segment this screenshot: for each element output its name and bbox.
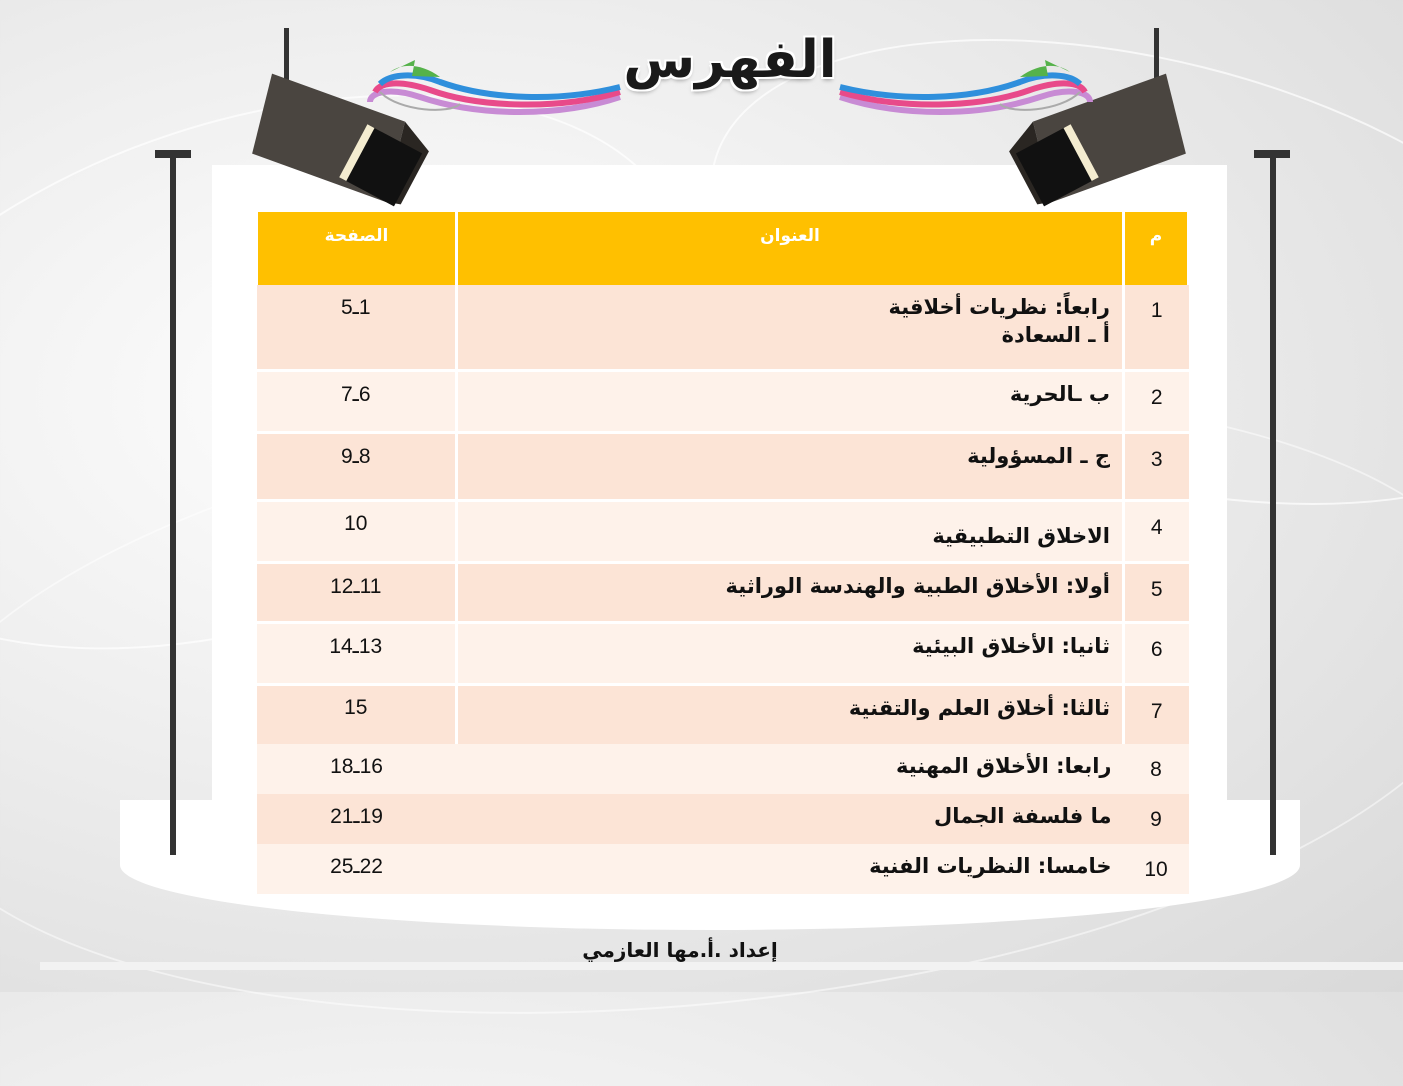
contents-table [255,212,1190,894]
row-title-line: رابعاً: نظريات أخلاقية [888,295,1110,319]
row-title [457,285,1124,370]
table-row [257,794,1189,844]
stand-pole-left [170,150,176,855]
row-page: 22ـ25 [257,844,457,894]
row-title: ثالثا: أخلاق العلم والتقنية [457,684,1124,744]
ribbon-ornament-right-icon [830,42,1100,122]
row-num: 10 [1124,844,1189,894]
table-row [257,432,1189,500]
author-credit: إعداد .أ.مها العازمي [582,938,778,962]
row-page: 16ـ18 [257,744,457,794]
table-row [257,285,1189,370]
table-row [257,622,1189,684]
row-title: خامسا: النظريات الفنية [457,844,1124,894]
row-page: 8ـ9 [257,432,457,500]
row-num: 2 [1124,370,1189,432]
header-num: م [1124,212,1189,285]
row-title: ما فلسفة الجمال [457,794,1124,844]
row-page: 6ـ7 [257,370,457,432]
row-page: 1ـ5 [257,285,457,370]
stand-cap-right [1254,150,1290,158]
row-title-subline: أ ـ السعادة [1001,323,1110,347]
row-num: 7 [1124,684,1189,744]
stand-cap-left [155,150,191,158]
title-banner [0,30,1403,110]
header-page: الصفحة [257,212,457,285]
row-page: 15 [257,684,457,744]
row-num: 5 [1124,562,1189,622]
stand-pole-right [1270,150,1276,855]
row-page: 11ـ12 [257,562,457,622]
row-title: أولا: الأخلاق الطبية والهندسة الوراثية [457,562,1124,622]
row-num: 6 [1124,622,1189,684]
row-page: 10 [257,500,457,562]
row-title: ج ـ المسؤولية [457,432,1124,500]
header-title: العنوان [457,212,1124,285]
row-num: 9 [1124,794,1189,844]
table-row [257,684,1189,744]
table-row [257,844,1189,894]
table-row [257,370,1189,432]
table-row [257,562,1189,622]
row-num: 4 [1124,500,1189,562]
row-page: 13ـ14 [257,622,457,684]
row-title: الاخلاق التطبيقية [457,500,1124,562]
table-row [257,500,1189,562]
row-page: 19ـ21 [257,794,457,844]
ribbon-ornament-left-icon [360,42,630,122]
row-num: 8 [1124,744,1189,794]
page-title: الفهرس [623,30,837,90]
row-title: ب ـالحرية [457,370,1124,432]
row-num: 1 [1124,285,1189,370]
floor-line [40,962,1403,970]
table-header-row [257,212,1189,285]
row-title: ثانيا: الأخلاق البيئية [457,622,1124,684]
table-row [257,744,1189,794]
row-title: رابعا: الأخلاق المهنية [457,744,1124,794]
row-num: 3 [1124,432,1189,500]
